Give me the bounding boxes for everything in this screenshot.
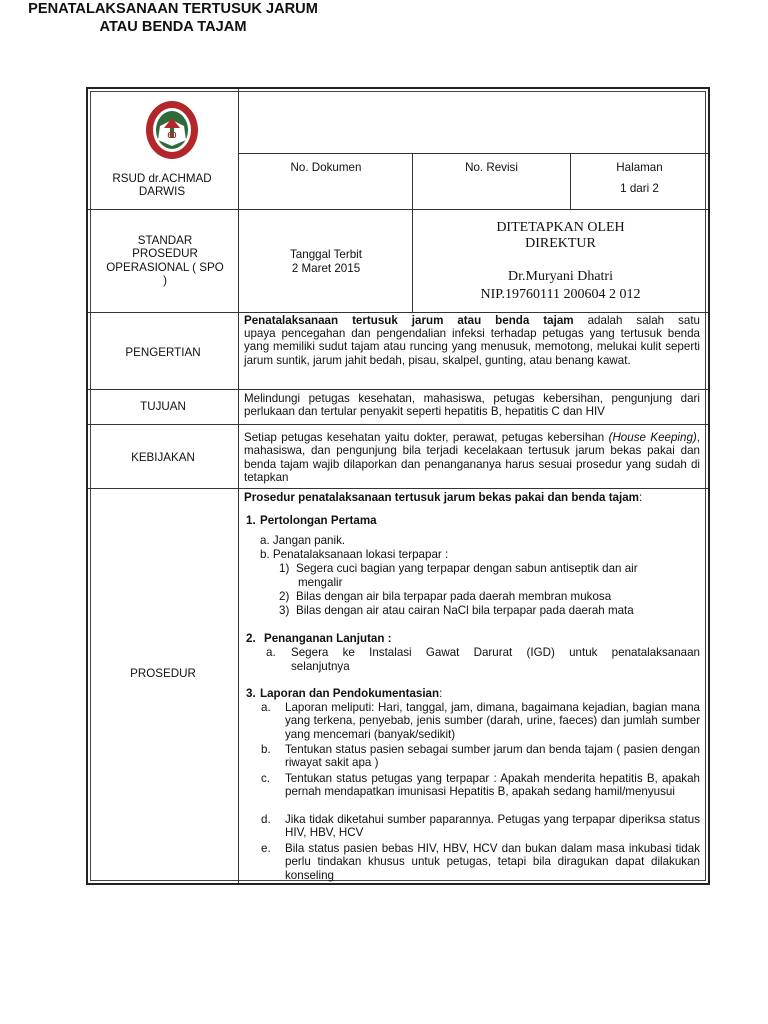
prosedur-intro-colon: : bbox=[638, 491, 643, 504]
row-divider bbox=[238, 153, 708, 154]
pengertian-lead-rest: adalah salah satu bbox=[573, 314, 701, 327]
page-label: Halaman bbox=[616, 161, 663, 174]
document-number-label: No. Dokumen bbox=[290, 161, 362, 174]
step3-c-number: c. bbox=[261, 772, 271, 785]
step3-number: 3. bbox=[246, 687, 256, 700]
tujuan-text: Melindungi petugas kesehatan, mahasiswa, petugas kebersihan, pengunjung dari perlukaan dan tertular penyakit seperti hepatitis B, hepatitis C dan HIV bbox=[244, 392, 700, 419]
row-divider bbox=[88, 209, 708, 210]
pengertian-label: PENGERTIAN bbox=[125, 346, 201, 359]
kebijakan-label: KEBIJAKAN bbox=[131, 451, 195, 464]
step1-b2-text: Bilas dengan air bila terpapar pada daerah membran mukosa bbox=[296, 590, 612, 603]
step1-b1-number: 1) bbox=[279, 562, 290, 575]
step1-b3-text: Bilas dengan air atau cairan NaCl bila terpapar pada daerah mata bbox=[296, 604, 634, 617]
director-nip: NIP.19760111 200604 2 012 bbox=[480, 287, 641, 302]
kebijakan-text-1: Setiap petugas kesehatan yaitu dokter, perawat, petugas kebersihan bbox=[244, 431, 609, 444]
step3-b-text: Tentukan status pasien sebagai sumber jarum dan benda tajam ( pasien dengan riwayat sakit apa ) bbox=[285, 743, 700, 770]
revision-number-label: No. Revisi bbox=[465, 161, 518, 174]
director-name: Dr.Muryani Dhatri bbox=[508, 269, 613, 284]
step3-d-number: d. bbox=[261, 813, 271, 826]
step2-a-text: Segera ke Instalasi Gawat Darurat (IGD) untuk penatalaksanaan bbox=[291, 646, 700, 659]
approved-by-line2: DIREKTUR bbox=[525, 236, 596, 251]
row-divider bbox=[88, 389, 708, 390]
step1-b3-number: 3) bbox=[279, 604, 290, 617]
prosedur-intro-bold: Prosedur penatalaksanaan tertusuk jarum bekas pakai dan benda tajam bbox=[244, 491, 639, 504]
pengertian-text: upaya pencegahan dan pengendalian infeksi terhadap petugas yang tertusuk benda yang memiliki sudut tajam atau runcing yang menusuk, memotong, melukai kulit seperti jarum suntik, jarum jahit bedah, pisau, skalpel, gunting, atau benang kawat. bbox=[244, 327, 700, 367]
prosedur-intro bbox=[244, 491, 704, 504]
spo-label: STANDAR PROSEDUR OPERASIONAL ( SPO ) bbox=[106, 234, 224, 288]
hospital-name: RSUD dr.ACHMAD DARWIS bbox=[112, 172, 212, 199]
step3-title-line bbox=[260, 687, 442, 700]
tujuan-label: TUJUAN bbox=[140, 400, 186, 413]
step3-e-number: e. bbox=[261, 842, 271, 855]
step3-a-number: a. bbox=[261, 701, 271, 714]
step1-title: Pertolongan Pertama bbox=[260, 514, 377, 527]
page-value: 1 dari 2 bbox=[620, 182, 659, 195]
step2-a-cont: selanjutnya bbox=[291, 660, 350, 673]
step2-number: 2. bbox=[246, 632, 256, 645]
kebijakan-text-2: , mahasiswa, dan pengunjung bila terjadi kecelakaan tertusuk jarum bekas pakai dan benda tajam wajib dilaporkan dan penangananya harus sesuai prosedur yang sudah di tetapkan bbox=[244, 431, 700, 485]
approved-by-line1: DITETAPKAN OLEH bbox=[496, 220, 625, 235]
issue-date-value: 2 Maret 2015 bbox=[291, 262, 361, 275]
kebijakan-text bbox=[244, 431, 700, 485]
logo-number: 60 bbox=[167, 131, 177, 140]
step3-d-text: Jika tidak diketahui sumber paparannya. Petugas yang terpapar diperiksa status HIV, HBV, HCV bbox=[285, 813, 700, 840]
step3-a-text: Laporan meliputi: Hari, tanggal, jam, dimana, bagaimana kejadian, bagian mana yang terkena, penyebab, jenis sumber (darah, urine, faeces) dan jumlah sumber yang mencemari (banyak/sedikit) bbox=[285, 701, 700, 741]
step3-e-text: Bila status pasien bebas HIV, HBV, HCV dan bukan dalam masa inkubasi tidak perlu tindakan khusus untuk petugas, tetapi bila diragukan dapat dilakukan konseling bbox=[285, 842, 700, 882]
issue-date-label: Tanggal Terbit bbox=[290, 248, 362, 261]
step2-title: Penanganan Lanjutan : bbox=[264, 632, 392, 645]
document-title-line2: ATAU BENDA TAJAM bbox=[99, 19, 247, 35]
step1-item-b: b. Penatalaksanaan lokasi terpapar : bbox=[260, 548, 449, 561]
step1-number: 1. bbox=[246, 514, 256, 527]
step1-b1-cont: mengalir bbox=[298, 576, 343, 589]
step3-colon: : bbox=[439, 687, 443, 700]
row-divider bbox=[88, 312, 708, 313]
pengertian-lead bbox=[244, 314, 700, 327]
step2-a-number: a. bbox=[266, 646, 276, 659]
prosedur-label: PROSEDUR bbox=[130, 667, 196, 680]
hospital-logo bbox=[144, 100, 200, 160]
row-divider bbox=[88, 424, 708, 425]
step1-b2-number: 2) bbox=[279, 590, 290, 603]
pengertian-lead-bold: Penatalaksanaan tertusuk jarum atau benda tajam bbox=[244, 314, 574, 327]
step3-title: Laporan dan Pendokumentasian bbox=[260, 687, 440, 700]
step3-b-number: b. bbox=[261, 743, 271, 756]
step1-item-a: a. Jangan panik. bbox=[260, 534, 346, 547]
step1-b1-text: Segera cuci bagian yang terpapar dengan sabun antiseptik dan air bbox=[296, 562, 638, 575]
kebijakan-text-italic: (House Keeping) bbox=[608, 431, 697, 444]
row-divider bbox=[88, 488, 708, 489]
step3-c-text: Tentukan status petugas yang terpapar : Apakah menderita hepatitis B, apakah pernah mendapatkan imunisasi Hepatitis B, apakah sedang hamil/menyusui bbox=[285, 772, 700, 799]
document-title-line1: PENATALAKSANAAN TERTUSUK JARUM bbox=[28, 1, 318, 17]
